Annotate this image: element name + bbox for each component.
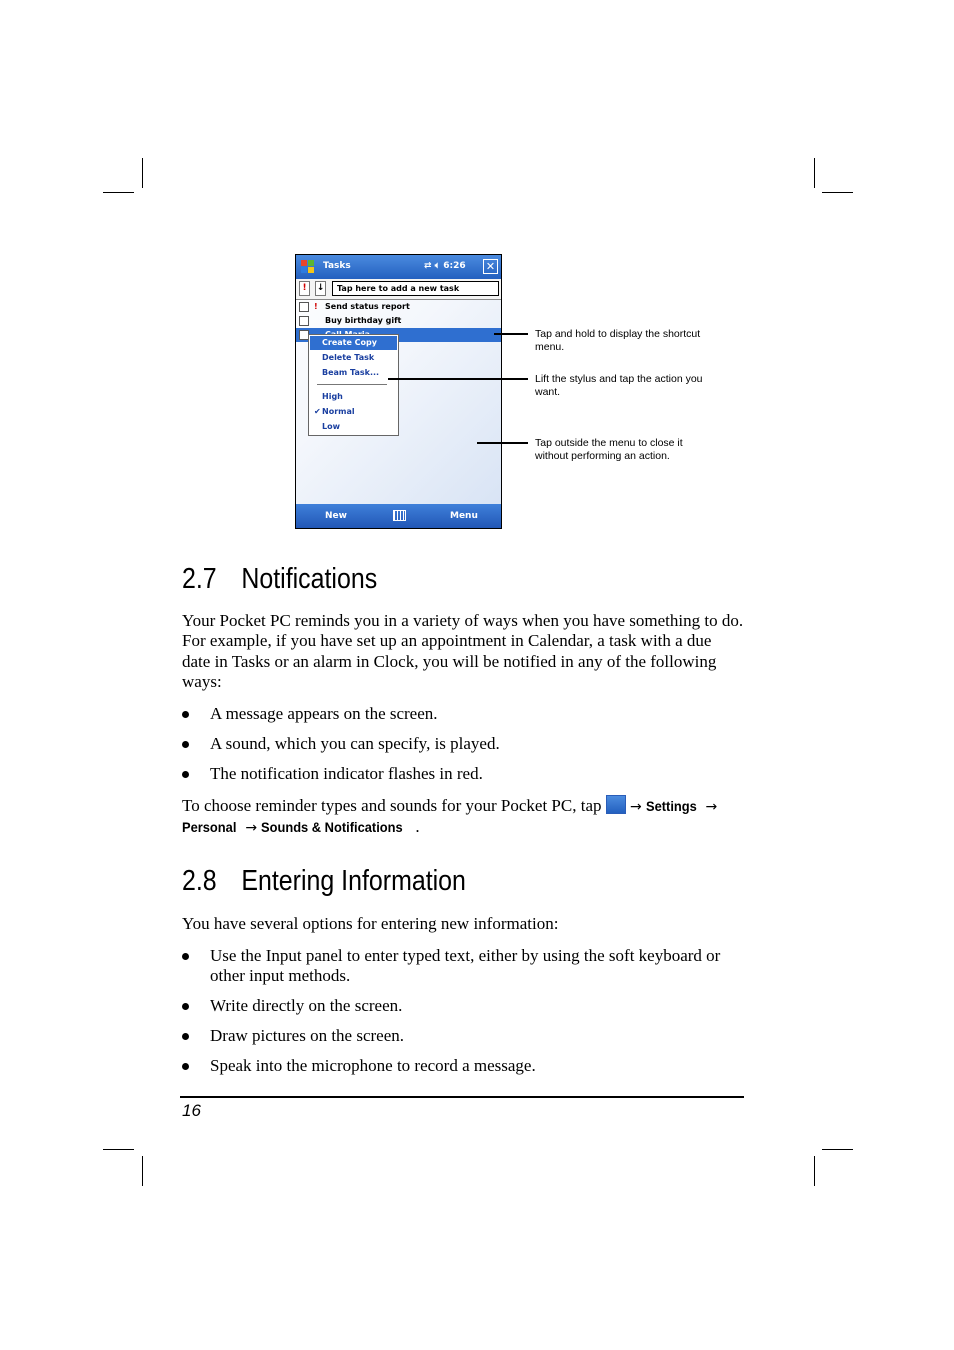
task-row[interactable] [296,314,501,328]
menu-separator [317,384,387,385]
path-settings: Settings [645,798,697,814]
callout-text: Tap outside the menu to close it without performing an action. [535,437,683,462]
menu-item-label: Normal [322,407,355,416]
section-heading [182,563,377,596]
bullet-icon [182,1003,189,1010]
page-number: 16 [182,1101,201,1120]
status-area[interactable] [424,261,466,271]
arrow-icon: → [245,820,258,837]
bullet-icon [182,953,189,960]
windows-start-icon[interactable] [300,259,315,274]
menu-item-delete-task[interactable]: Delete Task [322,353,375,362]
bullet-icon [182,711,189,718]
task-checkbox[interactable] [299,316,309,326]
list-item-text: Write directly on the screen. [210,996,403,1015]
crop-mark [814,158,815,188]
sort-priority-button[interactable]: ! [299,281,310,296]
clock-time[interactable]: 6:26 [443,261,466,271]
instruction-text: To choose reminder types and sounds for your Pocket PC, tap [182,796,602,815]
menu-item-high[interactable]: High [322,392,343,401]
crop-mark [814,1156,815,1186]
sentence-end: . [415,817,420,837]
checkmark-icon: ✔ [314,407,321,416]
close-icon[interactable]: ✕ [483,259,498,274]
section-heading [182,865,466,898]
arrow-icon: → [630,799,642,815]
new-button[interactable]: New [325,511,347,521]
app-title: Tasks [323,261,351,271]
task-checkbox[interactable] [299,302,309,312]
arrow-icon: → [705,799,718,815]
list-item-text: Speak into the microphone to record a message. [210,1056,536,1075]
list-item-text: The notification indicator flashes in red. [210,764,483,783]
task-label: Buy birthday gift [325,316,402,325]
crop-mark [103,192,134,193]
bullet-icon [182,1033,189,1040]
task-row[interactable] [296,300,501,314]
callout-line [477,442,528,444]
menu-item-create-copy[interactable]: Create Copy [310,336,397,350]
list-item-text: Draw pictures on the screen. [210,1026,405,1045]
callout-line [388,378,528,380]
bullet-icon [182,741,189,748]
bullet-icon [182,1063,189,1070]
crop-mark [822,192,853,193]
task-label: Send status report [325,302,410,311]
menu-item-beam-task[interactable]: Beam Task... [322,368,380,377]
crop-mark [822,1149,853,1150]
list-item-text: A message appears on the screen. [210,704,438,723]
new-task-input[interactable]: Tap here to add a new task [332,281,499,296]
callout-line [494,333,528,335]
section-number: 2.7 [182,563,217,595]
section-title: Entering Information [241,865,466,897]
menu-item-normal[interactable] [310,405,397,419]
sort-due-button[interactable]: ↓ [315,281,326,296]
entry-bar [296,279,501,300]
priority-mark: ! [314,302,318,311]
crop-mark [103,1149,134,1150]
menu-item-low[interactable]: Low [322,422,340,431]
pocket-pc-screenshot [295,254,502,529]
keyboard-icon[interactable] [393,510,406,521]
paragraph: Your Pocket PC reminds you in a variety of ways when you have something to do. For example, if you have set up an appointment in Calendar, a task with a due date in Tasks or an alarm in Clock, you will be notified in any of the following ways: [182,611,744,691]
list-item-text: Use the Input panel to enter typed text, either by using the soft keyboard or other input methods. [210,946,721,986]
menu-button[interactable]: Menu [450,511,478,521]
title-bar [296,255,501,279]
speaker-icon[interactable]: 🔈︎ [434,261,441,271]
paragraph: You have several options for entering new information: [182,914,559,933]
callout-text: Lift the stylus and tap the action you want. [535,373,703,398]
crop-mark [142,1156,143,1186]
shortcut-menu [308,334,399,436]
menu-bar [296,504,501,528]
path-personal: Personal [182,819,237,836]
windows-start-icon [606,795,626,814]
connectivity-icon[interactable]: ⇄ [424,261,432,271]
crop-mark [142,158,143,188]
section-number: 2.8 [182,865,217,897]
section-title: Notifications [241,563,378,595]
footer-rule [180,1096,744,1098]
callout-text: Tap and hold to display the shortcut menu. [535,328,701,353]
reminder-instruction [182,795,744,839]
list-item-text: A sound, which you can specify, is played. [210,734,500,753]
bullet-icon [182,771,189,778]
path-sounds-notifications: Sounds & Notifications [261,819,404,836]
